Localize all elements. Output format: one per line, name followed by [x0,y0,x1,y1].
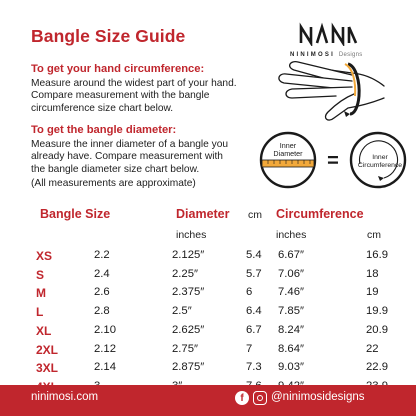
header-bangle-size: Bangle Size [40,207,111,221]
diameter-cm: 5.4 [246,249,262,261]
ruler-icon [262,160,314,167]
size-label: L [36,305,44,320]
logo-mark-icon [298,22,360,46]
circumference-cm: 18 [366,267,379,280]
size-label: M [36,286,46,301]
page-title: Bangle Size Guide [31,26,186,46]
circumference-inches: 7.46″ [278,286,304,299]
circumference-inches: 6.67″ [278,249,304,261]
table-row [0,343,416,363]
diameter-inches: 2.875″ [172,361,205,374]
bangle-diameter-text [31,139,271,176]
diameter-inches: 2.75″ [172,342,198,355]
inner-circumference-label-1: Inner [372,154,388,161]
size-number: 2.12 [94,342,116,355]
diameter-cm: 7 [246,342,253,355]
text-line: Compare measurement with the bangle [31,90,210,102]
circumference-inches: 7.06″ [278,267,304,280]
inner-diameter-label-2: Diameter [273,149,303,158]
table-row [0,305,416,325]
equals-sign: = [327,150,339,172]
circumference-cm: 19 [366,286,379,299]
size-number: 2.10 [94,323,116,336]
inner-circumference-label-2: Circumference [357,162,403,169]
hand-measure-illustration [256,56,386,126]
size-label: XL [36,323,52,338]
hand-circumference-heading: To get your hand circumference: [31,63,205,75]
bangle-diameter-heading: To get the bangle diameter: [31,124,177,136]
text-line: already have. Compare measurement with [31,151,223,163]
diameter-inches: 2.625″ [172,323,205,336]
diameter-inches: 2.25″ [172,267,198,280]
approximate-note: (All measurements are approximate) [31,178,196,189]
circumference-inches: 9.03″ [278,361,304,374]
size-number: 2.4 [94,267,110,280]
table-row [0,361,416,381]
header-circumference: Circumference [276,207,364,221]
diameter-cm: 6.7 [246,323,262,336]
diameter-inches: 2.125″ [172,249,205,261]
size-label: XS [36,249,53,263]
diameter-cm: 6 [246,286,253,299]
logo-brand: NINIMOSI [290,52,335,58]
table-row [0,324,416,344]
circumference-cm: 20.9 [366,323,388,336]
circumference-cm: 16.9 [366,249,388,261]
diameter-cm: 5.7 [246,267,262,280]
circumference-inches: 8.64″ [278,342,304,355]
size-number: 2.6 [94,286,110,299]
header-diameter-cm: cm [248,209,262,221]
table-row [0,249,416,269]
diameter-cm: 6.4 [246,305,262,318]
diameter-inches: 2.5″ [172,305,192,318]
diameter-inches: 2.375″ [172,286,205,299]
inner-diameter-label-1: Inner [279,141,297,150]
hand-circumference-text [31,78,271,115]
subheader-diameter-inches: inches [176,229,207,241]
text-line: circumference size chart below. [31,102,174,114]
size-label: S [36,267,45,282]
text-line: the bangle diameter size chart below. [31,163,200,175]
circumference-inches: 8.24″ [278,323,304,336]
subheader-circumference-cm: cm [367,229,381,241]
size-label: 2XL [36,342,59,357]
website-link[interactable]: ninimosi.com [31,391,99,403]
table-row [0,268,416,288]
footer-bar [0,385,416,416]
subheader-circumference-inches: inches [276,229,307,241]
circumference-cm: 22.9 [366,361,388,374]
size-number: 2.2 [94,249,110,261]
circumference-cm: 22 [366,342,379,355]
header-diameter: Diameter [176,207,230,221]
instagram-icon[interactable] [253,391,267,405]
circumference-cm: 19.9 [366,305,388,318]
circumference-inches: 7.85″ [278,305,304,318]
social-handle[interactable]: @ninimosidesigns [271,391,365,403]
size-number: 2.8 [94,305,110,318]
diameter-cm: 7.3 [246,361,262,374]
facebook-icon[interactable]: f [235,391,249,405]
size-label: 3XL [36,361,59,376]
text-line: Measure around the widest part of your hand. [31,78,237,89]
size-number: 2.14 [94,361,116,374]
table-row [0,286,416,306]
text-line: Measure the inner diameter of a bangle you [31,139,229,150]
diameter-circumference-diagram [254,130,414,192]
logo-suffix: Designs [338,52,363,58]
